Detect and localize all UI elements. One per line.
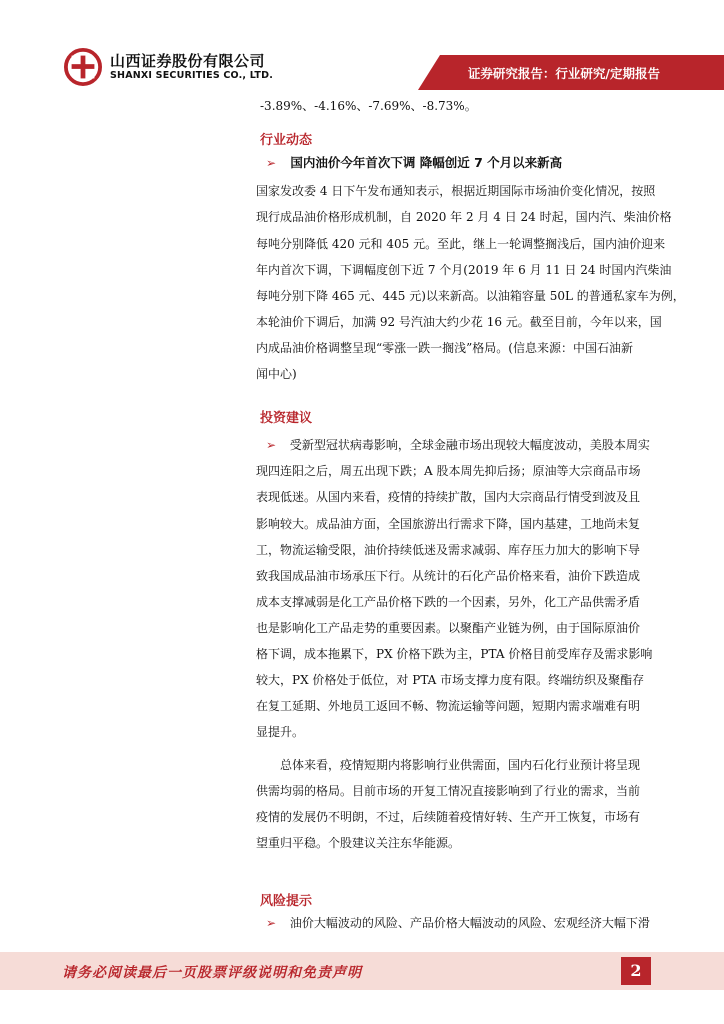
risk-bullet-text: 油价大幅波动的风险、产品价格大幅波动的风险、宏观经济大幅下滑 xyxy=(289,916,650,930)
investment-line: 成本支撑减弱是化工产品价格下跌的一个因素，另外，化工产品供需矛盾 xyxy=(256,595,641,609)
investment-line: 表现低迷。从国内来看，疫情的持续扩散，国内大宗商品行情受到波及且 xyxy=(256,490,641,504)
report-type-label: 证券研究报告：行业研究/定期报告 xyxy=(467,66,660,81)
investment-line: 影响较大。成品油方面，全国旅游出行需求下降，国内基建，工地尚未复 xyxy=(256,517,641,531)
page-header xyxy=(0,0,724,100)
arrow-bullet-icon: ➢ xyxy=(266,156,277,170)
section-title-industry: 行业动态 xyxy=(260,133,313,148)
risk-bullet xyxy=(266,915,650,931)
company-name-cn: 山西证券股份有限公司 xyxy=(110,52,266,70)
summary-line: 总体来看，疫情短期内将影响行业供需面，国内石化行业预计将呈现 xyxy=(280,758,641,772)
industry-line: 现行成品油价格形成机制，自 2020 年 2 月 4 日 24 时起，国内汽、柴油价格 xyxy=(256,210,672,224)
investment-line: 现四连阳之后，周五出现下跌；A 股本周先抑后扬；原油等大宗商品市场 xyxy=(256,464,641,478)
top-line: -3.89%、-4.16%、-7.69%、-8.73%。 xyxy=(260,99,477,113)
arrow-bullet-icon: ➢ xyxy=(266,438,277,452)
industry-line: 每吨分别降低 420 元和 405 元。至此，继上一轮调整搁浅后，国内油价迎来 xyxy=(256,237,666,251)
summary-line: 疫情的发展仍不明朗，不过，后续随着疫情好转、生产开工恢复，市场有 xyxy=(256,810,641,824)
investment-line: 格下调，成本拖累下，PX 价格下跌为主，PTA 价格目前受库存及需求影响 xyxy=(256,647,653,661)
investment-bullet-text: 受新型冠状病毒影响，全球金融市场出现较大幅度波动，美股本周实 xyxy=(289,438,650,452)
shanxi-securities-logo xyxy=(64,48,102,86)
investment-bullet xyxy=(266,437,650,453)
footer-disclaimer: 请务必阅读最后一页股票评级说明和免责声明 xyxy=(62,965,362,981)
section-title-investment: 投资建议 xyxy=(260,411,313,426)
arrow-bullet-icon: ➢ xyxy=(266,916,277,930)
investment-line: 较大，PX 价格处于低位，对 PTA 市场支撑力度有限。终端纺织及聚酯存 xyxy=(256,673,645,687)
industry-line: 内成品油价格调整呈现“零涨一跌一搁浅”格局。(信息来源：中国石油新 xyxy=(256,341,633,355)
investment-line: 也是影响化工产品走势的重要因素。以聚酯产业链为例，由于国际原油价 xyxy=(256,621,641,635)
investment-line: 致我国成品油市场承压下行。从统计的石化产品价格来看，油价下跌造成 xyxy=(256,569,641,583)
page-number: 2 xyxy=(621,957,651,985)
investment-line: 在复工延期、外地员工返回不畅、物流运输等问题，短期内需求端难有明 xyxy=(256,699,641,713)
section-title-risk: 风险提示 xyxy=(260,894,313,909)
summary-line: 望重归平稳。个股建议关注东华能源。 xyxy=(256,836,461,850)
industry-line: 国家发改委 4 日下午发布通知表示，根据近期国际市场油价变化情况，按照 xyxy=(256,184,656,198)
industry-bullet-title: 国内油价今年首次下调 降幅创近 7 个月以来新高 xyxy=(290,155,563,170)
company-name-en: SHANXI SECURITIES CO., LTD. xyxy=(110,70,274,81)
industry-line: 每吨分别下降 465 元、445 元)以来新高。以油箱容量 50L 的普通私家车为例， xyxy=(256,289,685,303)
industry-line: 本轮油价下调后，加满 92 号汽油大约少花 16 元。截至目前，今年以来，国 xyxy=(256,315,662,329)
investment-line: 工，物流运输受限，油价持续低迷及需求减弱、库存压力加大的影响下导 xyxy=(256,543,641,557)
industry-line: 闻中心) xyxy=(256,367,297,381)
summary-line: 供需均弱的格局。目前市场的开复工情况直接影响到了行业的需求，当前 xyxy=(256,784,641,798)
investment-line: 显提升。 xyxy=(256,725,305,739)
industry-bullet xyxy=(266,155,562,171)
industry-line: 年内首次下调，下调幅度创下近 7 个月(2019 年 6 月 11 日 24 时国内汽柴油 xyxy=(256,263,672,277)
